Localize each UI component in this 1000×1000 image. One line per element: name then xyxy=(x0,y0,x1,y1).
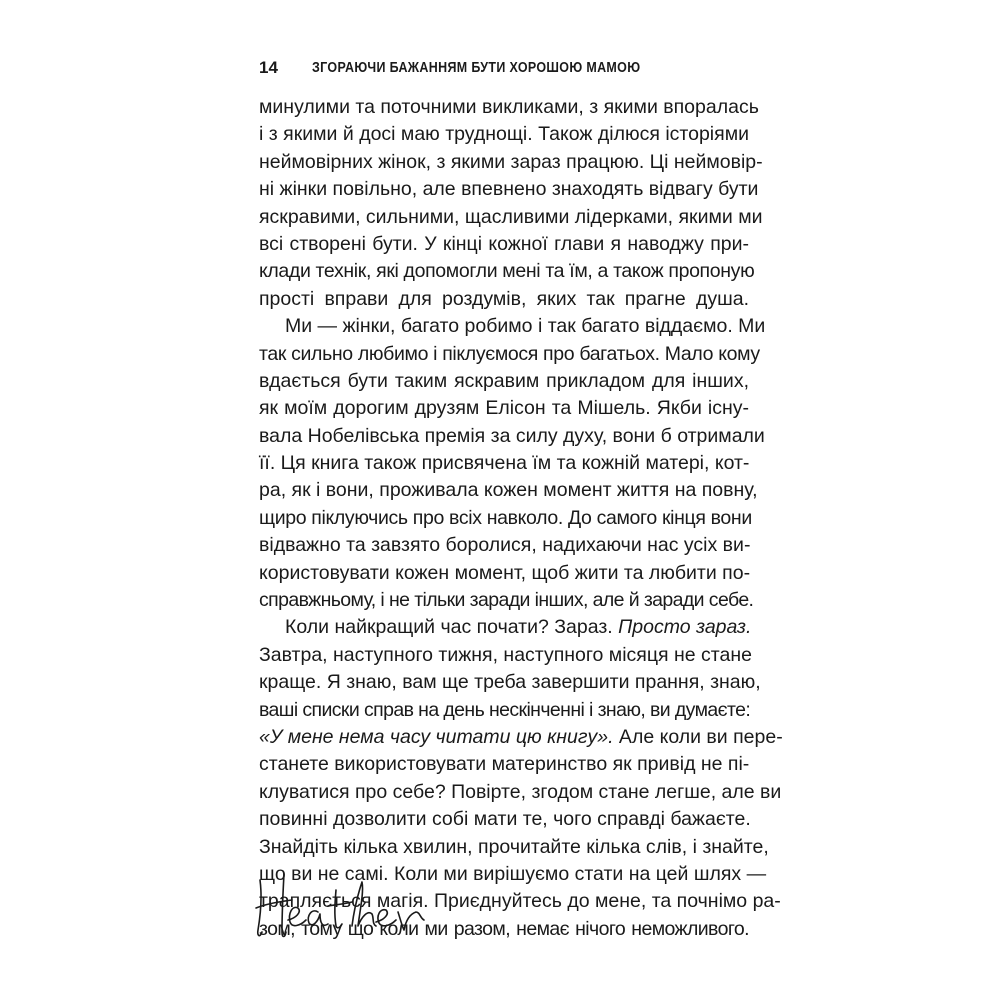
text-line: неймовірних жінок, з якими зараз працюю. Ці неймовір- xyxy=(259,150,763,173)
body-text xyxy=(259,94,783,943)
handwritten-signature xyxy=(252,870,452,945)
text-line: Знайдіть кілька хвилин, прочитайте кілька слів, і знайте, xyxy=(259,835,769,858)
text-line: яскравими, сильними, щасливими лідерками, якими ми xyxy=(259,205,763,228)
text-line: її. Ця книга також присвячена їм та кожній матері, кот- xyxy=(259,452,750,475)
paragraph xyxy=(259,313,766,614)
italic-fragment: Просто зараз. xyxy=(618,616,752,639)
text-line: краще. Я знаю, вам ще треба завершити прання, знаю, xyxy=(259,671,761,694)
text-line: всі створені бути. У кінці кожної глави я наводжу при- xyxy=(259,232,749,255)
text-line: трапляється магія. Приєднуйтесь до мене, та почнімо ра- xyxy=(259,890,781,913)
text-line: прості вправи для роздумів, яких так прагне душа. xyxy=(259,287,749,310)
text-line: вдається бути таким яскравим прикладом для інших, xyxy=(259,369,749,392)
text-line: ра, як і вони, проживала кожен момент життя на повну, xyxy=(259,479,758,502)
text-line: відважно та завзято боролися, надихаючи нас усіх ви- xyxy=(259,534,751,557)
text-line: користовувати кожен момент, щоб жити та любити по- xyxy=(259,561,751,584)
text-line: ваші списки справ на день нескінченні і знаю, ви думаєте: xyxy=(259,698,751,721)
text-line: вала Нобелівська премія за силу духу, вони б отримали xyxy=(259,424,765,447)
text-line: станете використовувати материнство як привід не пі- xyxy=(259,753,750,776)
text-line: Ми — жінки, багато робимо і так багато віддаємо. Ми xyxy=(285,315,766,338)
text-line xyxy=(259,614,752,641)
text-line: Завтра, наступного тижня, наступного місяця не стане xyxy=(259,643,752,666)
text-line: повинні дозволити собі мати те, чого справді бажаєте. xyxy=(259,808,751,831)
text-line: так сильно любимо і піклуємося про багатьох. Мало кому xyxy=(259,342,760,365)
text-fragment: Коли найкращий час почати? Зараз. xyxy=(285,616,619,639)
text-line: ні жінки повільно, але впевнено знаходять відвагу бути xyxy=(259,178,759,201)
text-line: як моїм дорогим друзям Елісон та Мішель. Якби існу- xyxy=(259,397,749,420)
text-line: клуватися про себе? Повірте, згодом стане легше, але ви xyxy=(259,780,782,803)
text-line: справжньому, і не тільки заради інших, але й заради себе. xyxy=(259,589,754,612)
text-line: клади технік, які допомогли мені та їм, а також пропоную xyxy=(259,260,755,283)
running-head xyxy=(259,56,694,80)
text-line xyxy=(259,724,783,751)
text-line: що ви не самі. Коли ми вирішуємо стати на цей шлях — xyxy=(259,862,767,885)
page-number: 14 xyxy=(259,58,278,77)
text-line: і з якими й досі маю труднощі. Також ділюся історіями xyxy=(259,123,749,146)
text-line: зом, тому що коли ми разом, немає нічого неможливого. xyxy=(259,917,749,940)
italic-fragment: «У мене нема часу читати цю книгу». xyxy=(259,725,614,748)
text-line: щиро піклуючись про всіх навколо. До самого кінця вони xyxy=(259,506,752,529)
text-fragment: Але коли ви пере- xyxy=(613,725,783,748)
running-head-title: ЗГОРАЮЧИ БАЖАННЯМ БУТИ ХОРОШОЮ МАМОЮ xyxy=(311,60,641,76)
paragraph xyxy=(259,94,763,313)
text-line: минулими та поточними викликами, з якими впоралась xyxy=(259,96,759,118)
